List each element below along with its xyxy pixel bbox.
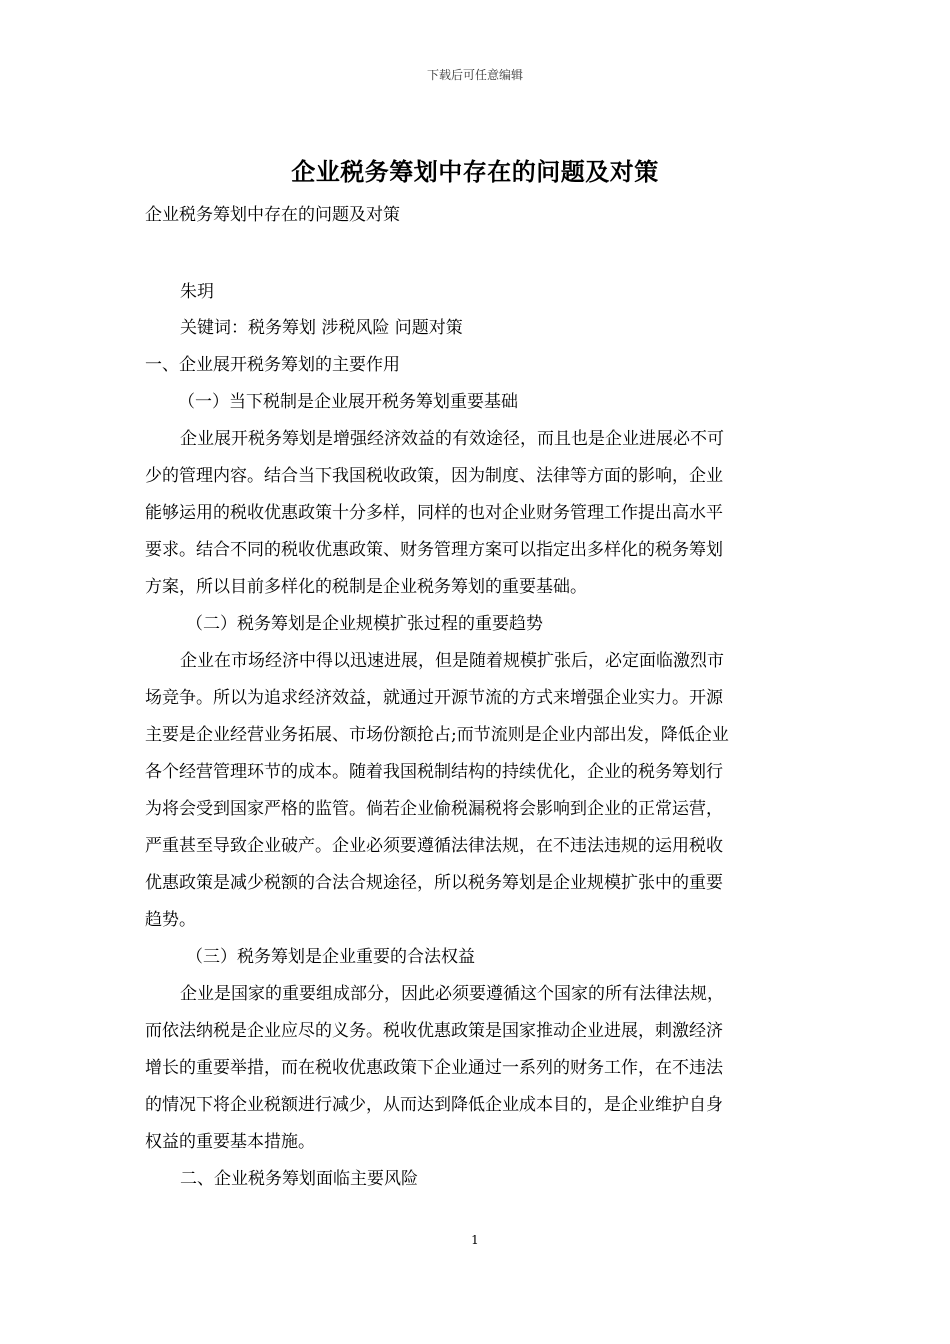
- author: 朱玥: [180, 282, 214, 302]
- section-heading-2: 二、企业税务筹划面临主要风险: [180, 1169, 418, 1189]
- subsection-heading-1: （一）当下税制是企业展开税务筹划重要基础: [178, 392, 518, 412]
- paragraph-1-line: 方案，所以目前多样化的税制是企业税务筹划的重要基础。: [145, 577, 587, 597]
- paragraph-1-line: 企业展开税务筹划是增强经济效益的有效途径，而且也是企业进展必不可: [180, 429, 724, 449]
- document-title: 企业税务筹划中存在的问题及对策: [291, 157, 659, 186]
- paragraph-2-line: 优惠政策是减少税额的合法合规途径，所以税务筹划是企业规模扩张中的重要: [145, 873, 723, 893]
- section-heading-1: 一、企业展开税务筹划的主要作用: [145, 355, 400, 375]
- paragraph-1-line: 少的管理内容。结合当下我国税收政策，因为制度、法律等方面的影响，企业: [145, 466, 723, 486]
- paragraph-3-line: 增长的重要举措，而在税收优惠政策下企业通过一系列的财务工作，在不违法: [145, 1058, 723, 1078]
- paragraph-3-line: 而依法纳税是企业应尽的义务。税收优惠政策是国家推动企业进展，刺激经济: [145, 1021, 723, 1041]
- paragraph-2-line: 趋势。: [145, 910, 196, 930]
- paragraph-2-line: 企业在市场经济中得以迅速进展，但是随着规模扩张后，必定面临激烈市: [180, 651, 724, 671]
- document-subtitle: 企业税务筹划中存在的问题及对策: [145, 205, 400, 225]
- paragraph-1-line: 要求。结合不同的税收优惠政策、财务管理方案可以指定出多样化的税务筹划: [145, 540, 723, 560]
- paragraph-3-line: 权益的重要基本措施。: [145, 1132, 315, 1152]
- header-note: 下载后可任意编辑: [426, 68, 523, 82]
- paragraph-1-line: 能够运用的税收优惠政策十分多样，同样的也对企业财务管理工作提出高水平: [145, 503, 723, 523]
- subsection-heading-2: （二）税务筹划是企业规模扩张过程的重要趋势: [186, 614, 543, 634]
- page-number: 1: [471, 1233, 479, 1247]
- paragraph-2-line: 严重甚至导致企业破产。企业必须要遵循法律法规，在不违法违规的运用税收: [145, 836, 723, 856]
- subsection-heading-3: （三）税务筹划是企业重要的合法权益: [186, 947, 475, 967]
- paragraph-2-line: 各个经营管理环节的成本。随着我国税制结构的持续优化，企业的税务筹划行: [145, 762, 723, 782]
- keywords: 关键词：税务筹划 涉税风险 问题对策: [180, 318, 463, 338]
- paragraph-2-line: 场竞争。所以为追求经济效益，就通过开源节流的方式来增强企业实力。开源: [145, 688, 723, 708]
- paragraph-3-line: 企业是国家的重要组成部分，因此必须要遵循这个国家的所有法律法规，: [180, 984, 724, 1004]
- paragraph-2-line: 主要是企业经营业务拓展、市场份额抢占;而节流则是企业内部出发，降低企业: [145, 725, 729, 745]
- paragraph-2-line: 为将会受到国家严格的监管。倘若企业偷税漏税将会影响到企业的正常运营，: [145, 799, 723, 819]
- paragraph-3-line: 的情况下将企业税额进行减少，从而达到降低企业成本目的，是企业维护自身: [145, 1095, 723, 1115]
